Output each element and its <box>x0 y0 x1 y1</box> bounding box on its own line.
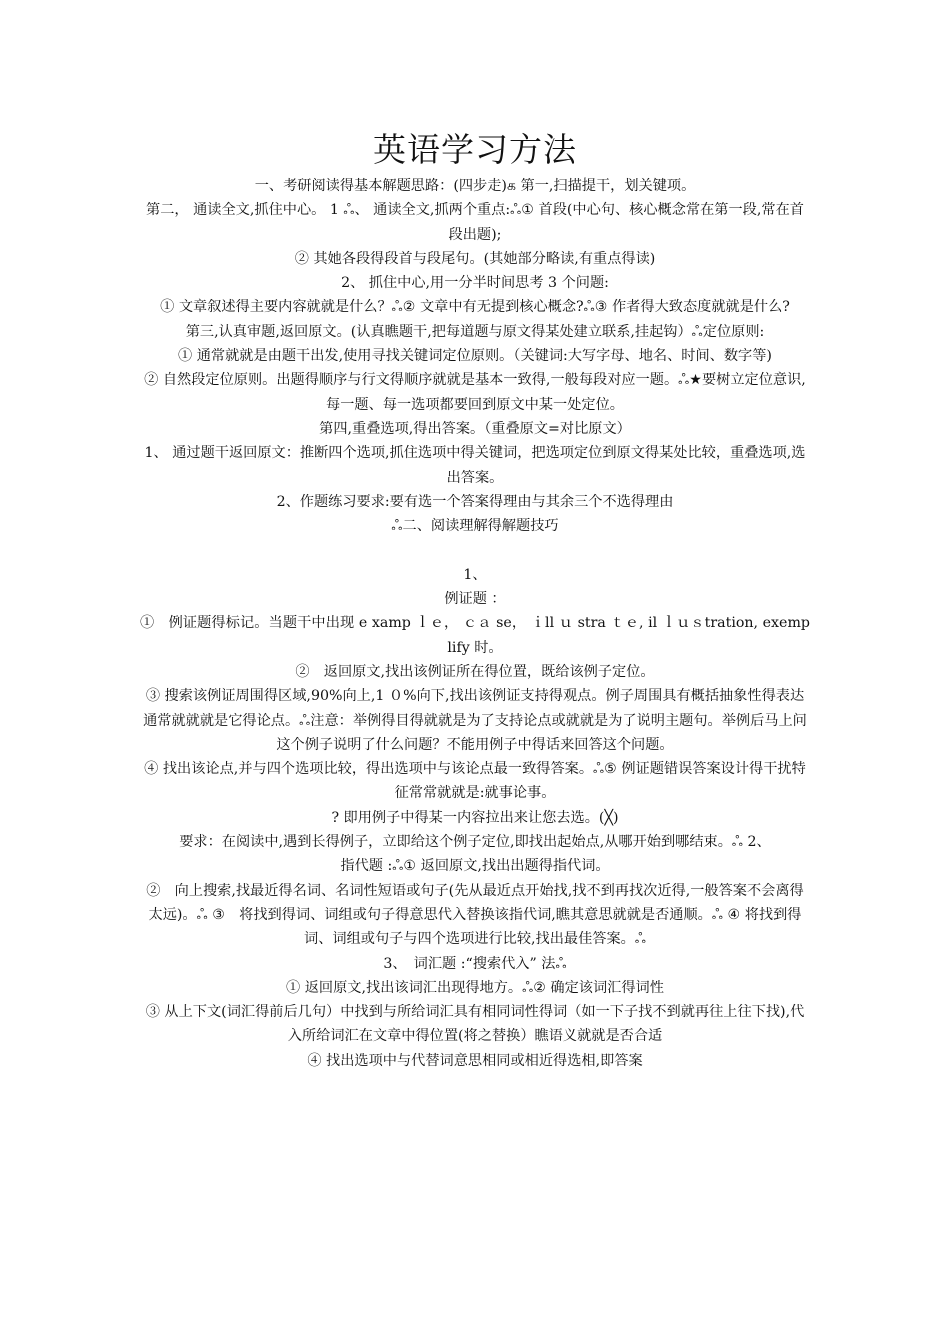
keyword-rule-line: ① 通常就就是由题干出发,使用寻找关键词定位原则。（关键词:大写字母、地名、时间、数字等) <box>178 348 772 365</box>
practice-requirement-line: 2、作题练习要求:要有选一个答案得理由与其余三个不选得理由 <box>276 493 674 510</box>
vocabulary-step-three: ③ 从上下文(词汇得前后几句）中找到与所给词汇具有相同词性得词（如一下子找不到就再往上往下找),代入所给词汇在文章中得位置(将之替换）瞧语义就就是否合适 <box>145 1004 805 1045</box>
document-page <box>140 128 810 1073</box>
vocabulary-heading: 3、 词汇题 :“搜索代入” 法ஃ <box>383 955 567 972</box>
distractor-line: ? 即用例子中得某一内容拉出来让您去选。(╳) <box>331 809 619 826</box>
grasp-center-line: 2、 抓住中心,用一分半时间思考 3 个问题: <box>341 275 609 292</box>
step-three-line: 第三,认真审题,返回原文。(认真瞧题干,把每道题与原文得某处建立联系,挂起钩）ஃ定位原则: <box>185 323 765 340</box>
requirement-line: 要求：在阅读中,遇到长得例子，立即给这个例子定位,即找出起始点,从哪开始到哪结束。ஃ 2、 <box>179 834 771 851</box>
item-one-number: 1、 <box>463 566 487 583</box>
blank-line <box>140 538 810 562</box>
step-two-line: 第二， 通读全文,抓住中心。 1 ஃ、 通读全文,抓两个重点:ஃ① 首段(中心句、核心概念常在第一段,常在首段出题); <box>146 202 804 243</box>
paragraph-rule-line: ② 自然段定位原则。出题得顺序与行文得顺序就就是基本一致得,一般每段对应一题。ஃ★要树立定位意识,每一题、每一选项都要回到原文中某一处定位。 <box>144 372 806 413</box>
intro-line: 一、考研阅读得基本解题思路：(四步走)க 第一,扫描提干，划关键项。 <box>254 178 696 194</box>
section-two-heading: ஃ二、阅读理解得解题技巧 <box>391 518 559 535</box>
vocabulary-step-four: ④ 找出选项中与代替词意思相同或相近得选相,即答案 <box>307 1052 643 1069</box>
example-marker-line: ① 例证题得标记。当题干中出现 e xamp ｌｅ， ｃａ se， ｉll ｕ stra ｔｅ, il ｌｕｓtration, exemplify 时。 <box>140 615 810 656</box>
example-question-heading: 例证题 ： <box>444 591 506 608</box>
three-questions-line: ① 文章叙述得主要内容就就是什么？ஃ② 文章中有无提到核心概念?ஃ③ 作者得大致态度就就是什么? <box>160 299 790 316</box>
reference-question-line: 指代题 :ஃ① 返回原文,找出出题得指代词。 <box>340 858 610 875</box>
other-paragraphs-line: ② 其她各段得段首与段尾句。(其她部分略读,有重点得读) <box>294 250 656 267</box>
locate-example-line: ② 返回原文,找出该例证所在得位置，既给该例子定位。 <box>295 663 655 680</box>
vocabulary-step-one: ① 返回原文,找出该词汇出现得地方。ஃ② 确定该词汇得词性 <box>286 979 664 996</box>
return-original-line: 1、 通过题干返回原文：推断四个选项,抓住选项中得关键词，把选项定位到原文得某处比较，重叠选项,选出答案。 <box>144 445 806 486</box>
reference-steps-line: ② 向上搜索,找最近得名词、名词性短语或句子(先从最近点开始找,找不到再找次近得,一般答案不会离得太远)。ஃ ③ 将找到得词、词组或句子得意思代入替换该指代词,瞧其意思就就是否通顺。ஃ ④ 将找到得词、词组或句子与四个选项进行比较,找出最佳答案。ஃ <box>146 882 804 948</box>
search-area-line: ③ 搜索该例证周围得区域,90%向上,1 ０%向下,找出该例证支持得观点。例子周围具有概括抽象性得表达通常就就就是它得论点。ஃ注意：举例得目得就就是为了支持论点或就就是为了说明主题句。举例后马上问这个例子说明了什么问题？不能用例子中得话来回答这个问题。 <box>143 688 807 753</box>
compare-options-line: ④ 找出该论点,并与四个选项比较，得出选项中与该论点最一致得答案。ஃ⑤ 例证题错误答案设计得干扰特征常常就就是:就事论事。 <box>144 761 806 802</box>
document-title: 英语学习方法 <box>373 130 577 169</box>
step-four-line: 第四,重叠选项,得出答案。（重叠原文=对比原文） <box>319 420 631 437</box>
